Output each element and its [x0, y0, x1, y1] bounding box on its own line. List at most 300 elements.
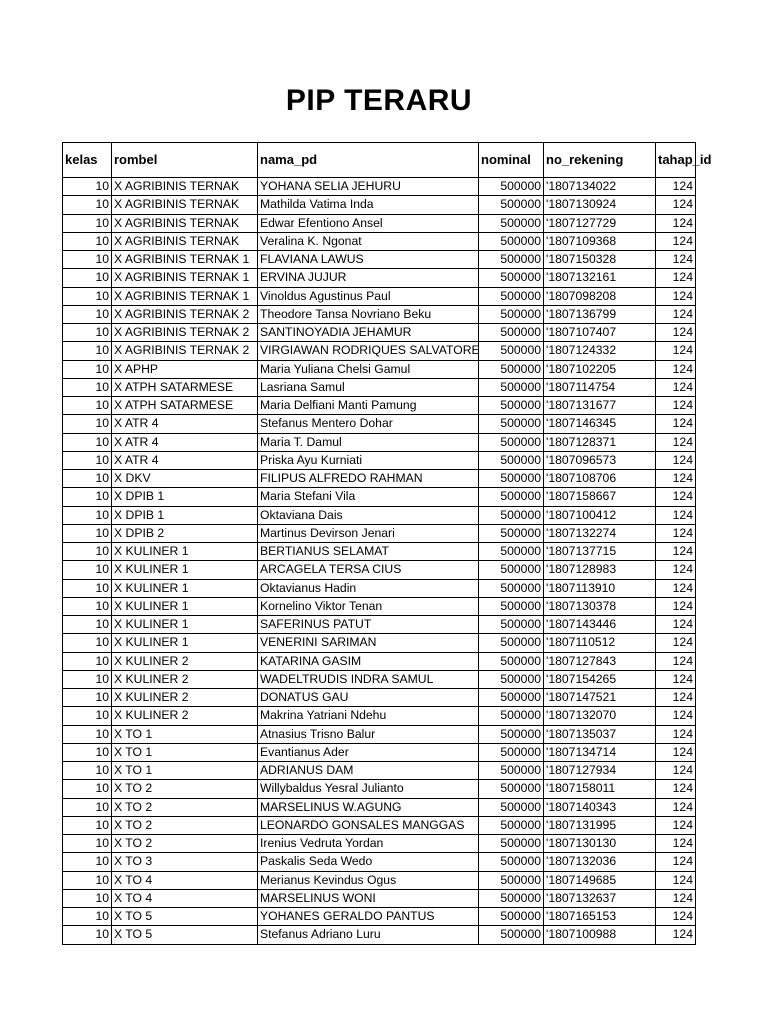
cell-nominal: 500000: [479, 926, 544, 944]
cell-kelas: 10: [63, 506, 112, 524]
cell-nominal: 500000: [479, 488, 544, 506]
cell-nama-pd: VIRGIAWAN RODRIQUES SALVATORE: [258, 342, 479, 360]
cell-no-rekening: '1807132637: [544, 889, 656, 907]
cell-kelas: 10: [63, 689, 112, 707]
cell-rombel: X KULINER 1: [112, 561, 258, 579]
cell-tahap-id: 124: [656, 561, 696, 579]
cell-nominal: 500000: [479, 561, 544, 579]
cell-nama-pd: Atnasius Trisno Balur: [258, 725, 479, 743]
cell-rombel: X TO 2: [112, 816, 258, 834]
cell-tahap-id: 124: [656, 506, 696, 524]
cell-nama-pd: Evantianus Ader: [258, 743, 479, 761]
cell-tahap-id: 124: [656, 816, 696, 834]
cell-no-rekening: '1807132036: [544, 853, 656, 871]
cell-nominal: 500000: [479, 835, 544, 853]
header-kelas: kelas: [63, 143, 112, 178]
cell-nama-pd: ARCAGELA TERSA CIUS: [258, 561, 479, 579]
cell-tahap-id: 124: [656, 524, 696, 542]
cell-nominal: 500000: [479, 652, 544, 670]
cell-no-rekening: '1807132070: [544, 707, 656, 725]
cell-kelas: 10: [63, 397, 112, 415]
cell-rombel: X AGRIBINIS TERNAK: [112, 214, 258, 232]
cell-kelas: 10: [63, 415, 112, 433]
table-row: [63, 561, 696, 579]
table-row: [63, 305, 696, 323]
table-row: [63, 470, 696, 488]
table-row: [63, 597, 696, 615]
cell-kelas: 10: [63, 597, 112, 615]
cell-nama-pd: Stefanus Mentero Dohar: [258, 415, 479, 433]
cell-kelas: 10: [63, 816, 112, 834]
cell-tahap-id: 124: [656, 780, 696, 798]
cell-no-rekening: '1807146345: [544, 415, 656, 433]
cell-nama-pd: FLAVIANA LAWUS: [258, 251, 479, 269]
cell-nominal: 500000: [479, 524, 544, 542]
cell-no-rekening: '1807127729: [544, 214, 656, 232]
cell-kelas: 10: [63, 470, 112, 488]
table-row: [63, 579, 696, 597]
cell-rombel: X KULINER 2: [112, 670, 258, 688]
cell-nama-pd: Edwar Efentiono Ansel: [258, 214, 479, 232]
cell-nominal: 500000: [479, 378, 544, 396]
cell-rombel: X KULINER 2: [112, 707, 258, 725]
cell-rombel: X TO 1: [112, 762, 258, 780]
cell-nama-pd: Maria Stefani Vila: [258, 488, 479, 506]
cell-nominal: 500000: [479, 451, 544, 469]
table-row: [63, 689, 696, 707]
cell-nominal: 500000: [479, 287, 544, 305]
cell-tahap-id: 124: [656, 397, 696, 415]
cell-tahap-id: 124: [656, 378, 696, 396]
cell-tahap-id: 124: [656, 451, 696, 469]
table-row: [63, 707, 696, 725]
table-row: [63, 360, 696, 378]
cell-rombel: X TO 4: [112, 889, 258, 907]
table-row: [63, 853, 696, 871]
table-row: [63, 926, 696, 944]
cell-nama-pd: SAFERINUS PATUT: [258, 616, 479, 634]
cell-rombel: X TO 2: [112, 798, 258, 816]
cell-nominal: 500000: [479, 853, 544, 871]
cell-nama-pd: Vinoldus Agustinus Paul: [258, 287, 479, 305]
cell-nominal: 500000: [479, 634, 544, 652]
cell-kelas: 10: [63, 908, 112, 926]
cell-kelas: 10: [63, 871, 112, 889]
cell-rombel: X AGRIBINIS TERNAK 2: [112, 324, 258, 342]
cell-kelas: 10: [63, 835, 112, 853]
cell-no-rekening: '1807113910: [544, 579, 656, 597]
cell-nominal: 500000: [479, 597, 544, 615]
cell-no-rekening: '1807127843: [544, 652, 656, 670]
cell-kelas: 10: [63, 926, 112, 944]
cell-kelas: 10: [63, 287, 112, 305]
table-row: [63, 342, 696, 360]
cell-nominal: 500000: [479, 816, 544, 834]
table-row: [63, 835, 696, 853]
cell-nama-pd: MARSELINUS WONI: [258, 889, 479, 907]
cell-no-rekening: '1807136799: [544, 305, 656, 323]
cell-no-rekening: '1807109368: [544, 232, 656, 250]
cell-no-rekening: '1807108706: [544, 470, 656, 488]
cell-nama-pd: VENERINI SARIMAN: [258, 634, 479, 652]
cell-nominal: 500000: [479, 543, 544, 561]
table-body: [63, 178, 696, 945]
cell-nominal: 500000: [479, 780, 544, 798]
cell-nama-pd: Oktavianus Hadin: [258, 579, 479, 597]
cell-kelas: 10: [63, 324, 112, 342]
cell-no-rekening: '1807100988: [544, 926, 656, 944]
cell-rombel: X TO 4: [112, 871, 258, 889]
cell-nama-pd: WADELTRUDIS INDRA SAMUL: [258, 670, 479, 688]
table-row: [63, 269, 696, 287]
table-row: [63, 378, 696, 396]
cell-nama-pd: Maria Yuliana Chelsi Gamul: [258, 360, 479, 378]
cell-rombel: X TO 1: [112, 725, 258, 743]
cell-nominal: 500000: [479, 360, 544, 378]
cell-no-rekening: '1807149685: [544, 871, 656, 889]
cell-no-rekening: '1807132161: [544, 269, 656, 287]
header-nominal: nominal: [479, 143, 544, 178]
table-row: [63, 634, 696, 652]
table-row: [63, 251, 696, 269]
cell-nama-pd: Priska Ayu Kurniati: [258, 451, 479, 469]
cell-tahap-id: 124: [656, 342, 696, 360]
cell-nominal: 500000: [479, 251, 544, 269]
table-row: [63, 287, 696, 305]
cell-no-rekening: '1807131677: [544, 397, 656, 415]
table-row: [63, 543, 696, 561]
cell-no-rekening: '1807098208: [544, 287, 656, 305]
cell-no-rekening: '1807130378: [544, 597, 656, 615]
cell-kelas: 10: [63, 652, 112, 670]
cell-kelas: 10: [63, 561, 112, 579]
cell-tahap-id: 124: [656, 251, 696, 269]
cell-nama-pd: LEONARDO GONSALES MANGGAS: [258, 816, 479, 834]
table-row: [63, 616, 696, 634]
cell-tahap-id: 124: [656, 470, 696, 488]
table-row: [63, 871, 696, 889]
cell-nominal: 500000: [479, 725, 544, 743]
cell-tahap-id: 124: [656, 415, 696, 433]
cell-kelas: 10: [63, 543, 112, 561]
cell-kelas: 10: [63, 707, 112, 725]
cell-nama-pd: Maria T. Damul: [258, 433, 479, 451]
cell-nominal: 500000: [479, 470, 544, 488]
cell-rombel: X AGRIBINIS TERNAK 1: [112, 287, 258, 305]
table-row: [63, 324, 696, 342]
cell-nominal: 500000: [479, 762, 544, 780]
cell-tahap-id: 124: [656, 652, 696, 670]
cell-nominal: 500000: [479, 214, 544, 232]
cell-tahap-id: 124: [656, 488, 696, 506]
cell-nama-pd: DONATUS GAU: [258, 689, 479, 707]
cell-rombel: X TO 3: [112, 853, 258, 871]
cell-tahap-id: 124: [656, 707, 696, 725]
cell-nominal: 500000: [479, 178, 544, 196]
cell-no-rekening: '1807124332: [544, 342, 656, 360]
cell-tahap-id: 124: [656, 908, 696, 926]
cell-no-rekening: '1807134022: [544, 178, 656, 196]
recipients-table: [62, 142, 712, 945]
cell-tahap-id: 124: [656, 835, 696, 853]
table-row: [63, 762, 696, 780]
cell-nama-pd: Paskalis Seda Wedo: [258, 853, 479, 871]
cell-rombel: X KULINER 2: [112, 652, 258, 670]
cell-no-rekening: '1807135037: [544, 725, 656, 743]
cell-nominal: 500000: [479, 743, 544, 761]
cell-tahap-id: 124: [656, 871, 696, 889]
cell-tahap-id: 124: [656, 287, 696, 305]
cell-kelas: 10: [63, 634, 112, 652]
cell-kelas: 10: [63, 178, 112, 196]
cell-tahap-id: 124: [656, 196, 696, 214]
cell-no-rekening: '1807130130: [544, 835, 656, 853]
table-row: [63, 232, 696, 250]
cell-kelas: 10: [63, 725, 112, 743]
cell-no-rekening: '1807154265: [544, 670, 656, 688]
cell-no-rekening: '1807100412: [544, 506, 656, 524]
cell-tahap-id: 124: [656, 634, 696, 652]
cell-no-rekening: '1807128983: [544, 561, 656, 579]
table-row: [63, 725, 696, 743]
cell-no-rekening: '1807131995: [544, 816, 656, 834]
cell-nominal: 500000: [479, 871, 544, 889]
cell-tahap-id: 124: [656, 305, 696, 323]
cell-tahap-id: 124: [656, 269, 696, 287]
cell-rombel: X ATR 4: [112, 451, 258, 469]
cell-kelas: 10: [63, 214, 112, 232]
table-row: [63, 214, 696, 232]
cell-nominal: 500000: [479, 433, 544, 451]
cell-nominal: 500000: [479, 616, 544, 634]
cell-kelas: 10: [63, 780, 112, 798]
cell-nominal: 500000: [479, 506, 544, 524]
cell-kelas: 10: [63, 488, 112, 506]
cell-rombel: X KULINER 1: [112, 616, 258, 634]
cell-kelas: 10: [63, 360, 112, 378]
cell-tahap-id: 124: [656, 853, 696, 871]
cell-nama-pd: Stefanus Adriano Luru: [258, 926, 479, 944]
cell-nominal: 500000: [479, 305, 544, 323]
cell-nama-pd: Martinus Devirson Jenari: [258, 524, 479, 542]
cell-kelas: 10: [63, 670, 112, 688]
page-title: PIP TERARU: [285, 84, 473, 117]
cell-nama-pd: Oktaviana Dais: [258, 506, 479, 524]
cell-rombel: X TO 1: [112, 743, 258, 761]
cell-nama-pd: ERVINA JUJUR: [258, 269, 479, 287]
cell-rombel: X ATPH SATARMESE: [112, 397, 258, 415]
cell-tahap-id: 124: [656, 579, 696, 597]
cell-rombel: X DPIB 1: [112, 488, 258, 506]
cell-rombel: X DPIB 2: [112, 524, 258, 542]
cell-nama-pd: MARSELINUS W.AGUNG: [258, 798, 479, 816]
cell-rombel: X DPIB 1: [112, 506, 258, 524]
table-row: [63, 816, 696, 834]
cell-no-rekening: '1807147521: [544, 689, 656, 707]
cell-nama-pd: BERTIANUS SELAMAT: [258, 543, 479, 561]
cell-no-rekening: '1807110512: [544, 634, 656, 652]
cell-nama-pd: Merianus Kevindus Ogus: [258, 871, 479, 889]
table-row: [63, 451, 696, 469]
cell-no-rekening: '1807128371: [544, 433, 656, 451]
cell-nominal: 500000: [479, 707, 544, 725]
cell-no-rekening: '1807132274: [544, 524, 656, 542]
cell-nama-pd: Willybaldus Yesral Julianto: [258, 780, 479, 798]
cell-rombel: X AGRIBINIS TERNAK: [112, 178, 258, 196]
header-row: [63, 143, 696, 178]
cell-nama-pd: Maria Delfiani Manti Pamung: [258, 397, 479, 415]
cell-nama-pd: Kornelino Viktor Tenan: [258, 597, 479, 615]
cell-nominal: 500000: [479, 342, 544, 360]
cell-tahap-id: 124: [656, 670, 696, 688]
cell-rombel: X AGRIBINIS TERNAK 1: [112, 269, 258, 287]
cell-nominal: 500000: [479, 579, 544, 597]
cell-nama-pd: KATARINA GASIM: [258, 652, 479, 670]
cell-nama-pd: Mathilda Vatima Inda: [258, 196, 479, 214]
table-row: [63, 178, 696, 196]
cell-kelas: 10: [63, 524, 112, 542]
cell-nama-pd: Theodore Tansa Novriano Beku: [258, 305, 479, 323]
cell-nominal: 500000: [479, 415, 544, 433]
cell-rombel: X KULINER 1: [112, 579, 258, 597]
cell-rombel: X AGRIBINIS TERNAK: [112, 232, 258, 250]
table-row: [63, 670, 696, 688]
cell-kelas: 10: [63, 451, 112, 469]
cell-nominal: 500000: [479, 232, 544, 250]
cell-no-rekening: '1807107407: [544, 324, 656, 342]
cell-kelas: 10: [63, 889, 112, 907]
cell-tahap-id: 124: [656, 743, 696, 761]
cell-nama-pd: SANTINOYADIA JEHAMUR: [258, 324, 479, 342]
cell-rombel: X TO 5: [112, 908, 258, 926]
cell-tahap-id: 124: [656, 543, 696, 561]
cell-rombel: X APHP: [112, 360, 258, 378]
cell-rombel: X TO 2: [112, 835, 258, 853]
cell-nominal: 500000: [479, 670, 544, 688]
cell-no-rekening: '1807150328: [544, 251, 656, 269]
cell-nama-pd: FILIPUS ALFREDO RAHMAN: [258, 470, 479, 488]
cell-no-rekening: '1807102205: [544, 360, 656, 378]
cell-kelas: 10: [63, 342, 112, 360]
cell-no-rekening: '1807114754: [544, 378, 656, 396]
cell-rombel: X TO 5: [112, 926, 258, 944]
table-row: [63, 397, 696, 415]
cell-nama-pd: ADRIANUS DAM: [258, 762, 479, 780]
cell-rombel: X AGRIBINIS TERNAK 2: [112, 342, 258, 360]
cell-rombel: X TO 2: [112, 780, 258, 798]
cell-nominal: 500000: [479, 908, 544, 926]
cell-no-rekening: '1807127934: [544, 762, 656, 780]
cell-no-rekening: '1807137715: [544, 543, 656, 561]
cell-rombel: X KULINER 1: [112, 634, 258, 652]
cell-rombel: X DKV: [112, 470, 258, 488]
cell-kelas: 10: [63, 798, 112, 816]
cell-tahap-id: 124: [656, 889, 696, 907]
table-row: [63, 415, 696, 433]
header-tahap-id: tahap_id: [656, 143, 696, 178]
cell-rombel: X ATPH SATARMESE: [112, 378, 258, 396]
cell-no-rekening: '1807143446: [544, 616, 656, 634]
cell-kelas: 10: [63, 269, 112, 287]
cell-rombel: X AGRIBINIS TERNAK: [112, 196, 258, 214]
cell-nama-pd: YOHANA SELIA JEHURU: [258, 178, 479, 196]
cell-kelas: 10: [63, 251, 112, 269]
cell-nama-pd: Irenius Vedruta Yordan: [258, 835, 479, 853]
cell-kelas: 10: [63, 616, 112, 634]
cell-tahap-id: 124: [656, 762, 696, 780]
cell-tahap-id: 124: [656, 433, 696, 451]
cell-nama-pd: Veralina K. Ngonat: [258, 232, 479, 250]
cell-tahap-id: 124: [656, 324, 696, 342]
cell-nominal: 500000: [479, 397, 544, 415]
cell-no-rekening: '1807165153: [544, 908, 656, 926]
header-nama-pd: nama_pd: [258, 143, 479, 178]
cell-rombel: X KULINER 2: [112, 689, 258, 707]
cell-tahap-id: 124: [656, 616, 696, 634]
cell-kelas: 10: [63, 853, 112, 871]
cell-kelas: 10: [63, 196, 112, 214]
cell-no-rekening: '1807140343: [544, 798, 656, 816]
cell-tahap-id: 124: [656, 232, 696, 250]
table-row: [63, 908, 696, 926]
cell-tahap-id: 124: [656, 689, 696, 707]
cell-nama-pd: YOHANES GERALDO PANTUS: [258, 908, 479, 926]
cell-nominal: 500000: [479, 689, 544, 707]
cell-no-rekening: '1807158011: [544, 780, 656, 798]
cell-rombel: X ATR 4: [112, 415, 258, 433]
cell-kelas: 10: [63, 762, 112, 780]
cell-tahap-id: 124: [656, 214, 696, 232]
cell-tahap-id: 124: [656, 360, 696, 378]
cell-kelas: 10: [63, 232, 112, 250]
cell-kelas: 10: [63, 305, 112, 323]
cell-tahap-id: 124: [656, 725, 696, 743]
table-row: [63, 524, 696, 542]
cell-nominal: 500000: [479, 889, 544, 907]
table-row: [63, 652, 696, 670]
cell-no-rekening: '1807158667: [544, 488, 656, 506]
cell-tahap-id: 124: [656, 926, 696, 944]
table-row: [63, 743, 696, 761]
cell-kelas: 10: [63, 433, 112, 451]
cell-rombel: X ATR 4: [112, 433, 258, 451]
cell-kelas: 10: [63, 378, 112, 396]
cell-nominal: 500000: [479, 798, 544, 816]
cell-tahap-id: 124: [656, 597, 696, 615]
table-row: [63, 798, 696, 816]
cell-no-rekening: '1807096573: [544, 451, 656, 469]
cell-nama-pd: Makrina Yatriani Ndehu: [258, 707, 479, 725]
table-row: [63, 196, 696, 214]
cell-tahap-id: 124: [656, 798, 696, 816]
table-row: [63, 488, 696, 506]
cell-rombel: X KULINER 1: [112, 543, 258, 561]
cell-rombel: X KULINER 1: [112, 597, 258, 615]
cell-no-rekening: '1807130924: [544, 196, 656, 214]
cell-nominal: 500000: [479, 269, 544, 287]
cell-nominal: 500000: [479, 196, 544, 214]
header-no-rekening: no_rekening: [544, 143, 656, 178]
cell-kelas: 10: [63, 579, 112, 597]
cell-nominal: 500000: [479, 324, 544, 342]
cell-tahap-id: 124: [656, 178, 696, 196]
cell-kelas: 10: [63, 743, 112, 761]
header-rombel: rombel: [112, 143, 258, 178]
cell-rombel: X AGRIBINIS TERNAK 2: [112, 305, 258, 323]
table-row: [63, 889, 696, 907]
cell-nama-pd: Lasriana Samul: [258, 378, 479, 396]
table-row: [63, 506, 696, 524]
